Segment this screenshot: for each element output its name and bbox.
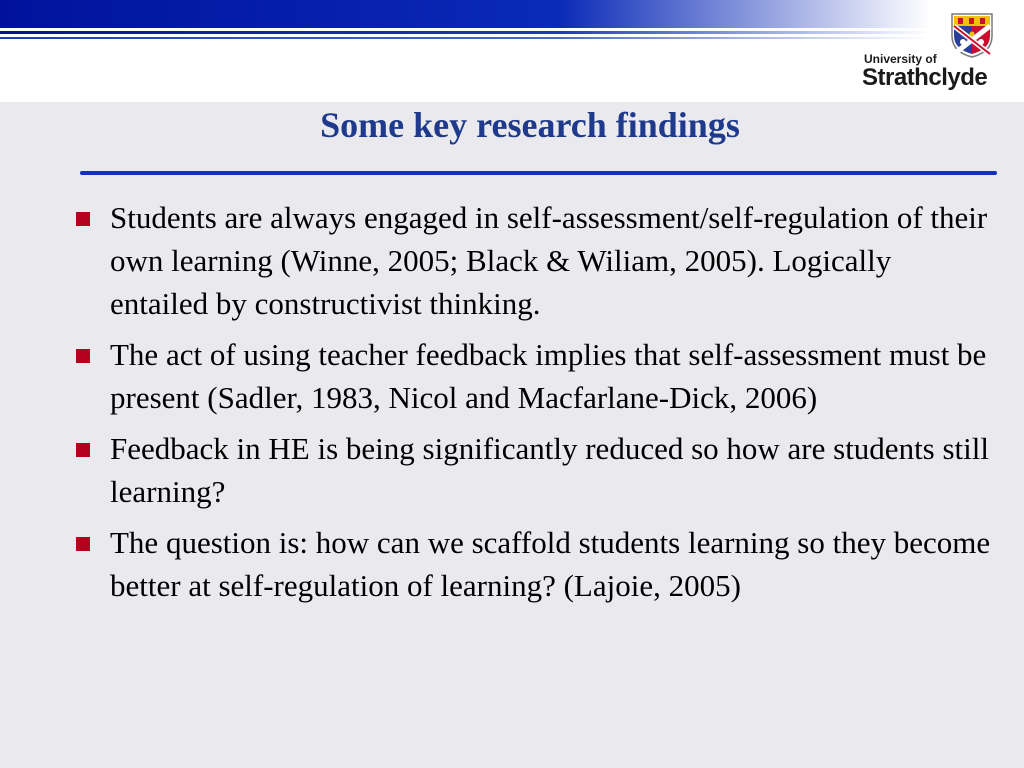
bullet-item	[72, 333, 992, 419]
crest-icon	[950, 12, 994, 58]
header-stripe-thinner	[0, 37, 930, 39]
bullet-item	[72, 196, 992, 325]
bullet-text: The question is: how can we scaffold students learning so they become better at self-regulation of learning? (Lajoie, 2005)	[110, 525, 991, 603]
logo-strathclyde-text: Strathclyde	[862, 64, 988, 91]
square-bullet-icon	[76, 349, 90, 363]
square-bullet-icon	[76, 212, 90, 226]
header-stripe-thick	[0, 0, 930, 28]
bullet-item	[72, 427, 992, 513]
slide-title: Some key research findings	[320, 105, 740, 145]
square-bullet-icon	[76, 537, 90, 551]
bullet-item	[72, 521, 992, 607]
bullet-text: The act of using teacher feedback implies that self-assessment must be present (Sadler, 1983, Nicol and Macfarlane-Dick, 2006)	[110, 337, 987, 415]
title-underline	[80, 171, 997, 175]
header-band	[0, 0, 1024, 102]
logo-university-of-text: University of	[864, 52, 937, 66]
bullet-text: Feedback in HE is being significantly reduced so how are students still learning?	[110, 431, 990, 509]
university-logo	[858, 12, 1004, 96]
header-stripe-thin	[0, 31, 930, 34]
square-bullet-icon	[76, 443, 90, 457]
bullet-text: Students are always engaged in self-assessment/self-regulation of their own learning (Winne, 2005; Black & Wiliam, 2005). Logically entailed by constructivist thinking.	[110, 200, 988, 321]
bullet-list	[72, 196, 992, 615]
